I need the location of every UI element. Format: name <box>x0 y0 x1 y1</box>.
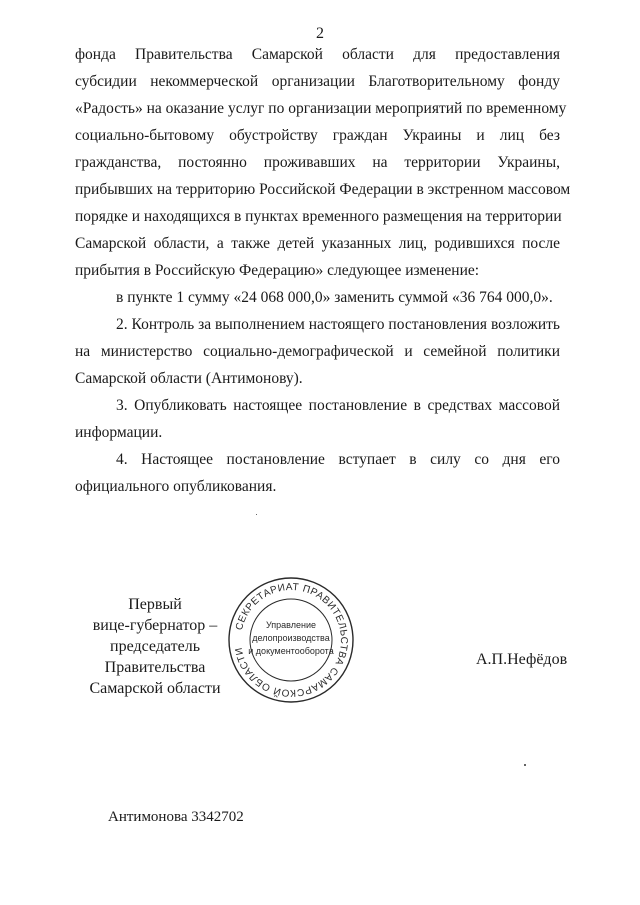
paragraph-line: фонда Правительства Самарской области для предоставления <box>75 46 560 63</box>
seal-inner-line: Управление <box>265 620 317 630</box>
item2-line: Самарской области (Антимонову). <box>75 370 303 387</box>
paragraph-line: прибывших на территорию Российской Федерации в экстренном массовом <box>75 181 571 198</box>
paragraph-line: субсидии некоммерческой организации Благотворительному фонду <box>75 73 560 90</box>
paragraph-line: гражданства, постоянно проживавших на территории Украины, <box>75 154 560 171</box>
item4-line: официального опубликования. <box>75 478 277 495</box>
paragraph-line: социально-бытовому обустройству граждан Украины и лиц без <box>75 127 560 144</box>
item2-line: 2. Контроль за выполнением настоящего постановления возложить <box>116 316 560 333</box>
executor-contact: Антимонова 3342702 <box>108 809 244 825</box>
page-number: 2 <box>316 25 324 42</box>
signature-position-line: председатель Правительства <box>104 638 206 676</box>
item4-line: 4. Настоящее постановление вступает в силу со дня его <box>116 451 560 468</box>
item2-line: на министерство социально-демографической и семейной политики <box>75 343 560 360</box>
signature-position-line: вице-губернатор – <box>92 617 218 634</box>
paragraph-line: прибытия в Российскую Федерацию» следующее изменение: <box>75 262 480 279</box>
paragraph-line: порядке и находящихся в пунктах временного размещения на территории <box>75 208 562 225</box>
item3-line: информации. <box>75 424 163 441</box>
signature-position-line: Первый <box>128 596 182 613</box>
seal-inner-line: и документооборота <box>248 646 334 656</box>
paragraph-line: Самарской области, а также детей указанных лиц, родившихся после <box>75 235 560 252</box>
scan-speck <box>256 514 257 515</box>
official-seal <box>226 575 356 705</box>
seal-inner-line: делопроизводства <box>252 633 330 643</box>
item-point-line: в пункте 1 сумму «24 068 000,0» заменить суммой «36 764 000,0». <box>116 289 553 306</box>
signature-name: А.П.Нефёдов <box>476 651 568 668</box>
signature-position <box>60 594 250 699</box>
item3-line: 3. Опубликовать настоящее постановление в средствах массовой <box>116 397 560 414</box>
seal-outer-text: СЕКРЕТАРИАТ ПРАВИТЕЛЬСТВА САМАРСКОЙ ОБЛАСТИ <box>233 581 350 699</box>
signature-position-line: Самарской области <box>89 680 221 697</box>
paragraph-line: «Радость» на оказание услуг по организации мероприятий по временному <box>75 100 567 117</box>
scan-speck <box>524 764 526 766</box>
